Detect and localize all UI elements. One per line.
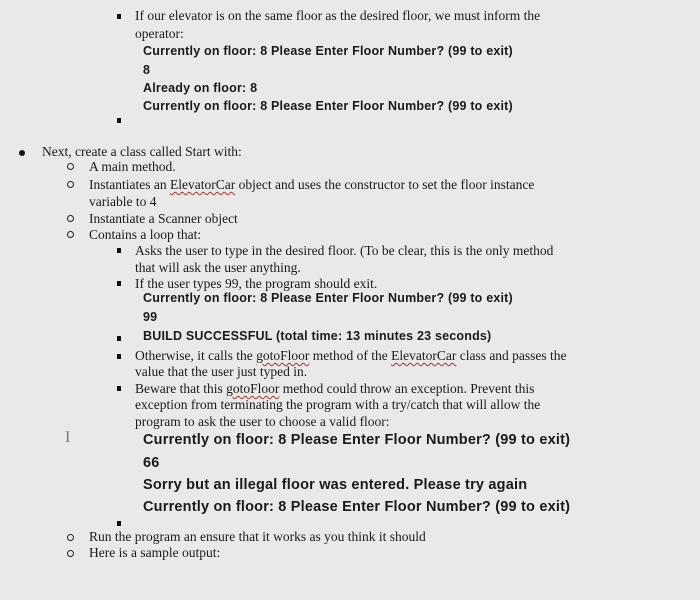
square-bullet-icon [117, 118, 121, 123]
text-line: program to ask the user to choose a valid floor: [135, 414, 390, 429]
circle-bullet-icon [67, 550, 74, 557]
console-output-line: Currently on floor: 8 Please Enter Floor Number? (99 to exit) [143, 499, 571, 515]
text-line: Here is a sample output: [89, 545, 221, 560]
text-cursor-icon: I [65, 429, 71, 446]
console-output-line: Currently on floor: 8 Please Enter Floor Number? (99 to exit) [143, 99, 513, 113]
square-bullet-icon [117, 354, 121, 359]
text-line: A main method. [89, 159, 176, 174]
console-output-line: Currently on floor: 8 Please Enter Floor Number? (99 to exit) [143, 44, 513, 58]
square-bullet-icon [117, 14, 121, 19]
circle-bullet-icon [67, 534, 74, 541]
circle-bullet-icon [67, 163, 74, 170]
text-line: Run the program an ensure that it works as you think it should [89, 529, 426, 544]
square-bullet-icon [117, 248, 121, 253]
text-line: operator: [135, 26, 184, 41]
text-line: Contains a loop that: [89, 227, 202, 242]
square-bullet-icon [117, 386, 121, 391]
circle-bullet-icon [67, 231, 74, 238]
console-output-line: 66 [143, 455, 160, 471]
text-line: Instantiate a Scanner object [89, 211, 238, 226]
console-output-line: Already on floor: 8 [143, 81, 258, 95]
text-line: value that the user just typed in. [135, 364, 308, 379]
square-bullet-icon [117, 336, 121, 341]
text-line: If the user types 99, the program should exit. [135, 276, 378, 291]
round-bullet-icon [19, 150, 25, 156]
square-bullet-icon [117, 521, 121, 526]
console-output-line: Sorry but an illegal floor was entered. Please try again [143, 477, 528, 493]
text-line: If our elevator is on the same floor as the desired floor, we must inform the [135, 8, 541, 23]
console-output-line: Currently on floor: 8 Please Enter Floor Number? (99 to exit) [143, 291, 513, 305]
square-bullet-icon [117, 281, 121, 286]
text-line: variable to 4 [89, 194, 157, 209]
text-line: that will ask the user anything. [135, 260, 301, 275]
console-output-line: Currently on floor: 8 Please Enter Floor Number? (99 to exit) [143, 432, 571, 448]
circle-bullet-icon [67, 215, 74, 222]
text-line: exception from terminating the program with a try/catch that will allow the [135, 397, 541, 412]
console-output-line: BUILD SUCCESSFUL (total time: 13 minutes 23 seconds) [143, 329, 492, 343]
circle-bullet-icon [67, 181, 74, 188]
console-output-line: 99 [143, 310, 158, 324]
text-line: Asks the user to type in the desired floor. (To be clear, this is the only method [135, 243, 554, 258]
text-line: Otherwise, it calls the gotoFloor method of the ElevatorCar class and passes the [135, 348, 567, 363]
section-heading: Next, create a class called Start with: [42, 144, 242, 159]
text-line: Instantiates an ElevatorCar object and uses the constructor to set the floor instance [89, 177, 535, 192]
text-line: Beware that this gotoFloor method could throw an exception. Prevent this [135, 381, 535, 396]
console-output-line: 8 [143, 63, 151, 77]
